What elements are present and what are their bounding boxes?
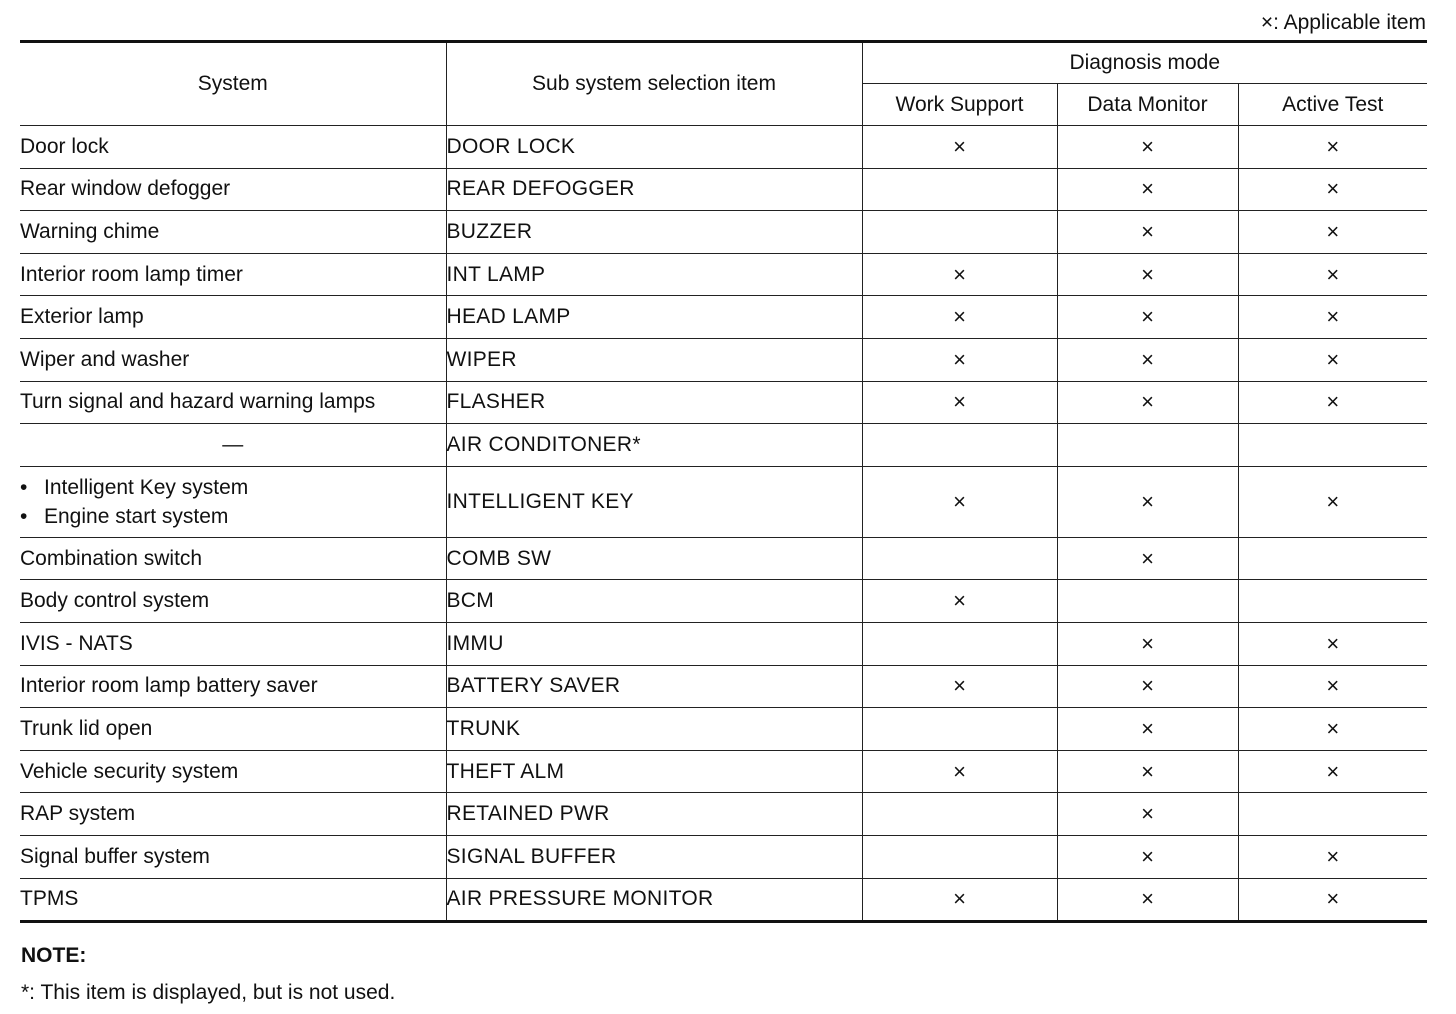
- work-support-mark: ×: [862, 381, 1057, 424]
- work-support-mark: ×: [862, 580, 1057, 623]
- table-row: [20, 708, 1427, 751]
- header-data-monitor: Data Monitor: [1057, 84, 1238, 126]
- active-test-mark: ×: [1238, 466, 1427, 537]
- sub-system-cell: AIR CONDITONER*: [446, 424, 862, 467]
- sub-system-cell: BCM: [446, 580, 862, 623]
- system-cell: Trunk lid open: [20, 708, 446, 751]
- system-cell: —: [20, 424, 446, 467]
- system-cell: Rear window defogger: [20, 168, 446, 211]
- system-cell: Turn signal and hazard warning lamps: [20, 381, 446, 424]
- active-test-mark: ×: [1238, 622, 1427, 665]
- sub-system-cell: INTELLIGENT KEY: [446, 466, 862, 537]
- work-support-mark: [862, 211, 1057, 254]
- table-row: [20, 835, 1427, 878]
- table-row: [20, 793, 1427, 836]
- sub-system-cell: TRUNK: [446, 708, 862, 751]
- data-monitor-mark: [1057, 580, 1238, 623]
- bullet-icon: •: [20, 504, 28, 528]
- bullet-item: [20, 473, 446, 502]
- bullet-text: Engine start system: [44, 504, 229, 528]
- table-row: [20, 126, 1427, 169]
- sub-system-cell: BUZZER: [446, 211, 862, 254]
- table-row: [20, 750, 1427, 793]
- active-test-mark: [1238, 537, 1427, 580]
- header-active-test: Active Test: [1238, 84, 1427, 126]
- note-text: *: This item is displayed, but is not used.: [21, 981, 396, 1004]
- data-monitor-mark: ×: [1057, 126, 1238, 169]
- data-monitor-mark: ×: [1057, 381, 1238, 424]
- work-support-mark: [862, 622, 1057, 665]
- work-support-mark: [862, 424, 1057, 467]
- sub-system-cell: RETAINED PWR: [446, 793, 862, 836]
- data-monitor-mark: ×: [1057, 537, 1238, 580]
- active-test-mark: ×: [1238, 708, 1427, 751]
- active-test-mark: [1238, 793, 1427, 836]
- system-cell: RAP system: [20, 793, 446, 836]
- header-sub-system: Sub system selection item: [446, 42, 862, 126]
- sub-system-cell: REAR DEFOGGER: [446, 168, 862, 211]
- system-cell: Exterior lamp: [20, 296, 446, 339]
- legend-applicable-item: ×: Applicable item: [1260, 11, 1426, 34]
- system-cell: Warning chime: [20, 211, 446, 254]
- table-row: [20, 338, 1427, 381]
- bullet-text: Intelligent Key system: [44, 475, 249, 499]
- table-row: [20, 878, 1427, 922]
- data-monitor-mark: ×: [1057, 793, 1238, 836]
- data-monitor-mark: ×: [1057, 665, 1238, 708]
- active-test-mark: ×: [1238, 296, 1427, 339]
- data-monitor-mark: ×: [1057, 708, 1238, 751]
- data-monitor-mark: ×: [1057, 750, 1238, 793]
- work-support-mark: ×: [862, 296, 1057, 339]
- work-support-mark: [862, 835, 1057, 878]
- work-support-mark: ×: [862, 338, 1057, 381]
- system-cell: [20, 466, 446, 537]
- system-cell: TPMS: [20, 878, 446, 922]
- work-support-mark: ×: [862, 878, 1057, 922]
- bullet-icon: •: [20, 475, 28, 499]
- active-test-mark: ×: [1238, 211, 1427, 254]
- system-cell: Combination switch: [20, 537, 446, 580]
- system-cell: Signal buffer system: [20, 835, 446, 878]
- sub-system-cell: BATTERY SAVER: [446, 665, 862, 708]
- active-test-mark: ×: [1238, 381, 1427, 424]
- work-support-mark: [862, 793, 1057, 836]
- sub-system-cell: THEFT ALM: [446, 750, 862, 793]
- sub-system-cell: DOOR LOCK: [446, 126, 862, 169]
- active-test-mark: ×: [1238, 835, 1427, 878]
- active-test-mark: ×: [1238, 750, 1427, 793]
- data-monitor-mark: ×: [1057, 211, 1238, 254]
- table-row: [20, 381, 1427, 424]
- table-row: [20, 424, 1427, 467]
- work-support-mark: ×: [862, 253, 1057, 296]
- work-support-mark: [862, 708, 1057, 751]
- data-monitor-mark: ×: [1057, 296, 1238, 339]
- table-row: [20, 665, 1427, 708]
- table-row: [20, 466, 1427, 537]
- note-title: NOTE:: [21, 944, 87, 967]
- data-monitor-mark: ×: [1057, 168, 1238, 211]
- diagnosis-mode-table: [20, 40, 1427, 923]
- table-row: [20, 168, 1427, 211]
- data-monitor-mark: ×: [1057, 835, 1238, 878]
- sub-system-cell: COMB SW: [446, 537, 862, 580]
- system-cell: Interior room lamp timer: [20, 253, 446, 296]
- table-row: [20, 580, 1427, 623]
- active-test-mark: [1238, 424, 1427, 467]
- sub-system-cell: HEAD LAMP: [446, 296, 862, 339]
- system-cell: Wiper and washer: [20, 338, 446, 381]
- active-test-mark: [1238, 580, 1427, 623]
- active-test-mark: ×: [1238, 338, 1427, 381]
- sub-system-cell: FLASHER: [446, 381, 862, 424]
- sub-system-cell: SIGNAL BUFFER: [446, 835, 862, 878]
- table-row: [20, 253, 1427, 296]
- header-diagnosis-mode: Diagnosis mode: [862, 42, 1427, 84]
- system-cell: IVIS - NATS: [20, 622, 446, 665]
- active-test-mark: ×: [1238, 126, 1427, 169]
- table-row: [20, 211, 1427, 254]
- header-work-support: Work Support: [862, 84, 1057, 126]
- data-monitor-mark: ×: [1057, 253, 1238, 296]
- data-monitor-mark: ×: [1057, 466, 1238, 537]
- work-support-mark: ×: [862, 750, 1057, 793]
- bullet-item: [20, 502, 446, 531]
- work-support-mark: [862, 537, 1057, 580]
- work-support-mark: [862, 168, 1057, 211]
- work-support-mark: ×: [862, 466, 1057, 537]
- active-test-mark: ×: [1238, 253, 1427, 296]
- system-cell: Door lock: [20, 126, 446, 169]
- work-support-mark: ×: [862, 665, 1057, 708]
- active-test-mark: ×: [1238, 168, 1427, 211]
- system-cell: Body control system: [20, 580, 446, 623]
- table-row: [20, 537, 1427, 580]
- active-test-mark: ×: [1238, 665, 1427, 708]
- work-support-mark: ×: [862, 126, 1057, 169]
- active-test-mark: ×: [1238, 878, 1427, 922]
- data-monitor-mark: ×: [1057, 338, 1238, 381]
- sub-system-cell: WIPER: [446, 338, 862, 381]
- data-monitor-mark: ×: [1057, 878, 1238, 922]
- sub-system-cell: INT LAMP: [446, 253, 862, 296]
- sub-system-cell: AIR PRESSURE MONITOR: [446, 878, 862, 922]
- table-row: [20, 296, 1427, 339]
- header-system: System: [20, 42, 446, 126]
- system-cell: Interior room lamp battery saver: [20, 665, 446, 708]
- table-row: [20, 622, 1427, 665]
- sub-system-cell: IMMU: [446, 622, 862, 665]
- data-monitor-mark: [1057, 424, 1238, 467]
- system-cell: Vehicle security system: [20, 750, 446, 793]
- data-monitor-mark: ×: [1057, 622, 1238, 665]
